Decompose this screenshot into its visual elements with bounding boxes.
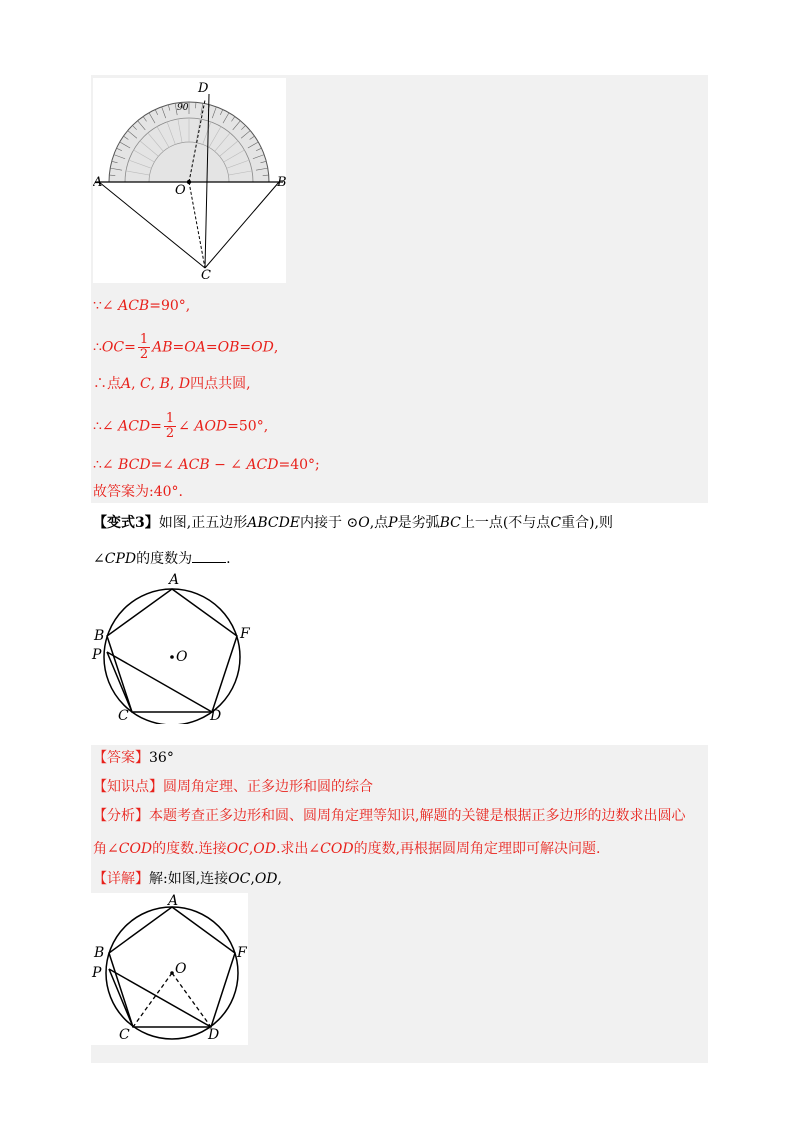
answer-line	[93, 748, 174, 768]
label-A: A	[169, 572, 180, 588]
label-B: B	[94, 628, 105, 644]
solution-line-4: ∴∠ ACD= $\frac{1}{2}$ ∠ AOD=50°,	[93, 411, 269, 441]
pentagon-figure	[90, 572, 260, 724]
pentagon-solution-diagram	[91, 893, 248, 1045]
detail-line: 【详解】解:如图,连接OC,OD,	[93, 871, 282, 887]
knowledge-line: 【知识点】圆周角定理、正多边形和圆的综合	[93, 779, 373, 795]
solution-line-3: ∴点A, C, B, D四点共圆,	[93, 376, 251, 392]
label-F: F	[237, 945, 247, 961]
label-P: P	[92, 965, 102, 981]
answer-label: 【答案】	[93, 750, 149, 766]
analysis-label: 【分析】	[93, 808, 149, 824]
label-B: B	[277, 175, 286, 190]
detail-label: 【详解】	[93, 871, 149, 887]
label-A: A	[93, 175, 103, 190]
label-P: P	[92, 647, 102, 663]
label-D: D	[210, 708, 222, 724]
label-A: A	[168, 893, 179, 909]
solution-line-1: ∵∠ ACB=90°,	[93, 298, 191, 314]
knowledge-label: 【知识点】	[93, 779, 163, 795]
label-F: F	[240, 626, 250, 642]
pentagon-diagram	[90, 572, 260, 724]
protractor-figure	[93, 78, 286, 283]
question-line-2: ∠CPD的度数为 .	[93, 548, 231, 569]
label-D: D	[198, 81, 209, 96]
label-D: D	[208, 1027, 220, 1043]
label-C: C	[118, 708, 129, 724]
protractor-diagram	[93, 78, 286, 283]
label-C: C	[201, 268, 211, 283]
label-90: 90	[177, 103, 189, 113]
answer-blank	[192, 548, 226, 563]
label-C: C	[119, 1027, 130, 1043]
solution-line-6: 故答案为:40°.	[93, 484, 183, 500]
label-B: B	[94, 945, 105, 961]
label-O: O	[176, 649, 188, 665]
analysis-line-1: 【分析】本题考查正多边形和圆、圆周角定理等知识,解题的关键是根据正多边形的边数求出圆心	[93, 808, 686, 824]
label-O: O	[175, 183, 186, 198]
solution-line-2: ∴OC= $\frac{1}{2}$ AB=OA=OB=OD,	[93, 332, 279, 362]
pentagon-solution-figure	[91, 893, 248, 1045]
solution-line-5: ∴∠ BCD=∠ ACB − ∠ ACD=40°;	[93, 457, 320, 473]
question-label: 【变式3】	[93, 515, 159, 531]
question-line-1: 【变式3】如图,正五边形ABCDE内接于 ⊙O,点P是劣弧BC上一点(不与点C重合),则	[93, 515, 613, 531]
analysis-line-2: 角∠COD的度数.连接OC,OD.求出∠COD的度数,再根据圆周角定理即可解决问题.	[93, 841, 601, 857]
answer-value: 36°	[149, 750, 174, 766]
label-O: O	[175, 961, 187, 977]
